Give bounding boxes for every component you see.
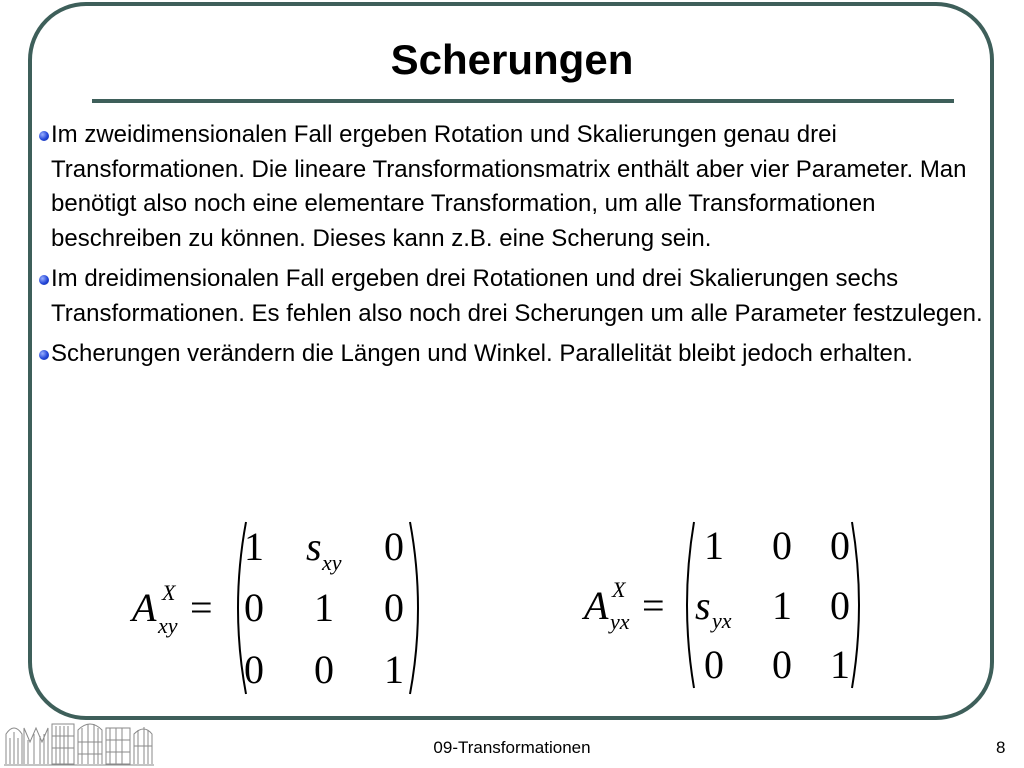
bullet-text: Im zweidimensionalen Fall ergeben Rotation und Skalierungen genau drei Transformationen. Die lineare Transformationsmatrix enthält aber vier Parameter. Man benötigt also noch eine elementare Transformation, um alle Transformationen beschreiben zu können. Dieses kann z.B. eine Scherung sein. [51,121,967,252]
matrix-cell: s [695,583,711,628]
bullet-item [36,118,996,256]
matrix-cell: 0 [244,647,264,692]
matrix-superscript: X [612,577,626,602]
matrix-cell: 1 [244,524,264,569]
matrix-subscript: xy [158,613,178,638]
bullet-text: Im dreidimensionalen Fall ergeben drei Rotationen und drei Skalierungen sechs Transformationen. Es fehlen also noch drei Scherungen um alle Parameter festzulegen. [51,265,983,327]
footer-title: 09-Transformationen [433,738,591,757]
matrix-symbol: A [584,583,609,628]
matrix-cell: 0 [704,642,724,687]
page-number: 8 [996,738,1006,757]
bullet-item [36,262,996,331]
matrix-cell: 1 [704,523,724,568]
matrix-cell: 0 [384,524,404,569]
matrix-cell: 1 [830,642,850,687]
bullet-dot-icon [39,350,49,360]
matrix-cell: 1 [772,583,792,628]
matrix-cell: 0 [314,647,334,692]
matrix-cell: 0 [772,523,792,568]
bullet-dot-icon [39,131,49,141]
matrix-cell: 0 [830,523,850,568]
bullet-text: Scherungen verändern die Längen und Winkel. Parallelität bleibt jedoch erhalten. [51,340,913,367]
slide-title: Scherungen [390,36,634,83]
bullet-list [36,118,996,378]
matrix-superscript: X [162,580,176,605]
matrix-cell-subscript: yx [712,608,732,633]
matrix-subscript: yx [610,609,630,634]
matrix-symbol: A [132,585,157,630]
equals-sign: = [642,583,665,628]
matrix-cell-subscript: xy [322,550,342,575]
bullet-item [36,337,996,372]
matrix-cell: 1 [384,647,404,692]
matrix-cell: 1 [314,585,334,630]
equals-sign: = [190,585,213,630]
matrix-cell: 0 [384,585,404,630]
title-underline [92,99,954,103]
matrix-cell: 0 [244,585,264,630]
matrix-cell: 0 [772,642,792,687]
matrix-cell: s [306,524,322,569]
matrix-cell: 0 [830,583,850,628]
bullet-dot-icon [39,275,49,285]
